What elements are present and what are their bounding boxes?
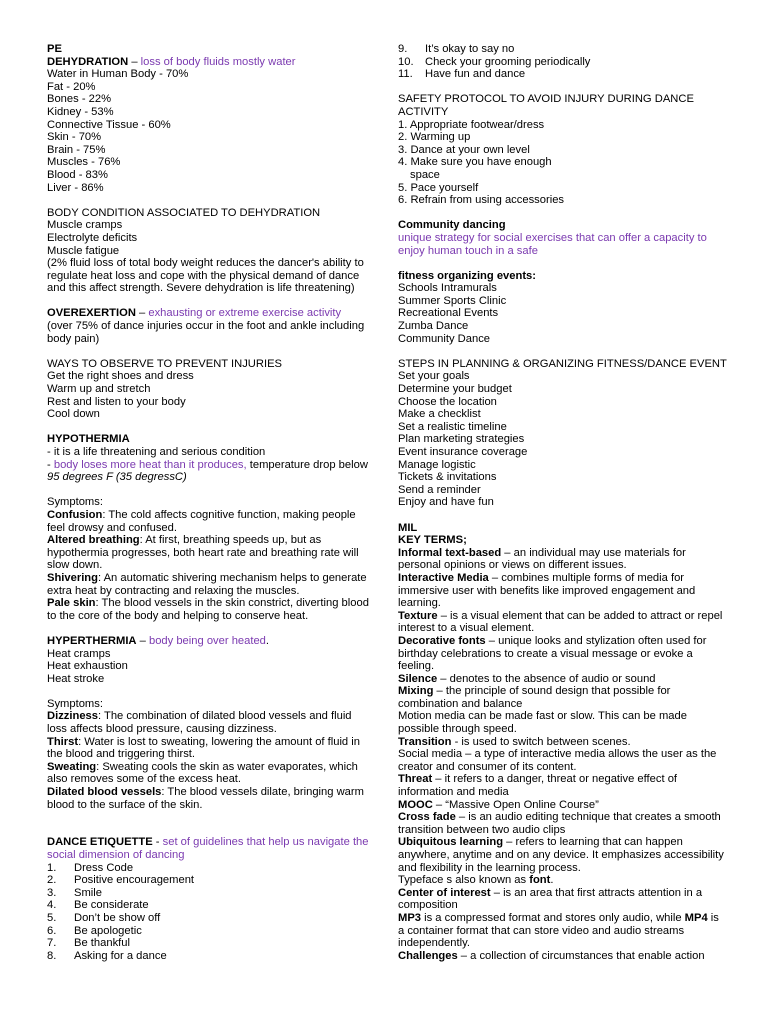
term-item: Center of interest – is an area that first attracts attention in a composition [398,886,703,912]
list-item: Rest and listen to your body [47,395,186,408]
list-item: Zumba Dance [398,320,469,333]
list-item: Cool down [47,408,100,421]
list-item: Warm up and stretch [47,383,151,396]
term-item: Motion media can be made fast or slow. This can be made possible through speed. [398,710,687,736]
list-item: Determine your budget [398,383,512,396]
list-item: 3. Smile [47,886,102,899]
term-item: Texture – is a visual element that can be added to attract or repel interest to a visual element. [398,609,723,635]
list-item: Event insurance coverage [398,446,528,458]
overexertion-note: (over 75% of dance injuries occur in the foot and ankle including body pain) [47,320,365,345]
list-item: Set a realistic timeline [398,420,507,433]
list-item: 9. It’s okay to say no [398,43,515,55]
etiquette-definition: DANCE ETIQUETTE - set of guidelines that help us navigate the social dimension of dancing [47,836,369,861]
list-item: Liver - 86% [47,181,104,194]
list-item: Heat exhaustion [47,660,128,673]
list-item: Get the right shoes and dress [47,370,194,383]
hypothermia-heading: HYPOTHERMIA [47,433,130,446]
list-item: 10. Check your grooming periodically [398,55,591,68]
list-item: Fat - 20% [47,80,96,93]
list-item: Summer Sports Clinic [398,294,507,307]
list-item: Send a reminder [398,483,481,496]
list-item: 7. Be thankful [47,937,130,950]
typeface-line: Typeface s also known as font. [398,874,554,887]
list-item: 6. Refrain from using accessories [398,194,565,207]
community-definition: unique strategy for social exercises that can offer a capacity to enjoy human touch in a safe [398,231,707,257]
term-item: Social media – a type of interactive media allows the user as the creator and consumer of its content. [398,748,717,773]
list-item: 8. Asking for a dance [47,949,167,962]
list-item: Enjoy and have fun [398,496,494,509]
term-item: Interactive Media – combines multiple forms of media for immersive user with benefits like improved engagement and learning. [398,571,696,610]
list-item: Set your goals [398,370,470,383]
body-condition-heading: BODY CONDITION ASSOCIATED TO DEHYDRATION [47,206,321,219]
mil-title: MIL [398,521,418,534]
list-item: Make a checklist [398,408,481,421]
right-column [398,43,728,962]
list-item: 2. Positive encouragement [47,874,195,887]
safety-heading: SAFETY PROTOCOL TO AVOID INJURY DURING DANCE ACTIVITY [398,93,694,118]
list-item: Water in Human Body - 70% [47,68,189,81]
list-item: Skin - 70% [47,131,102,144]
term-item: Ubiquitous learning – refers to learning that can happen anywhere, anytime and on any device. It emphasizes accessibility and flexibility in the learning process. [398,836,724,874]
community-heading: Community dancing [398,219,506,232]
list-item: 5. Pace yourself [398,181,479,194]
hyperthermia-definition: HYPERTHERMIA – body being over heated. [47,634,270,647]
list-item: Schools Intramurals [398,282,497,295]
term-item: Challenges – a collection of circumstances that enable action [398,949,705,962]
symptom-item: Confusion: The cold affects cognitive function, making people feel drowsy and confused. [47,508,356,534]
list-item: Electrolyte deficits [47,231,138,244]
symptom-item: Altered breathing: At first, breathing speeds up, but as hypothermia progresses, both heart rate and breathing rate will slow down. [47,534,359,572]
list-item: Blood - 83% [47,168,108,181]
symptoms-label: Symptoms: [47,697,103,710]
water-list [47,68,369,194]
list-item: 1. Appropriate footwear/dress [398,118,545,131]
term-item: Transition - is used to switch between scenes. [398,735,631,748]
list-item: Muscles - 76% [47,156,121,169]
list-item: 5. Don’t be show off [47,911,161,924]
list-item: Muscle fatigue [47,244,120,257]
steps-heading: STEPS IN PLANNING & ORGANIZING FITNESS/DANCE EVENT [398,357,727,370]
term-item: Mixing – the principle of sound design that possible for combination and balance [398,685,671,710]
list-item: 4. Be considerate [47,899,149,912]
symptoms-label: Symptoms: [47,496,103,509]
list-item: space [410,168,440,181]
term-item: MP3 is a compressed format and stores only audio, while MP4 is a container format that can store video and audio streams independently. [398,911,719,950]
list-item: 3. Dance at your own level [398,143,530,156]
left-column [47,43,369,962]
ways-heading: WAYS TO OBSERVE TO PREVENT INJURIES [47,357,283,370]
term-item: Cross fade – is an audio editing technique that creates a smooth transition between two audio clips [398,811,721,836]
list-item: Plan marketing strategies [398,433,525,446]
list-item: Recreational Events [398,307,499,320]
body-condition-note: (2% fluid loss of total body weight reduces the dancer's ability to regulate heat loss and cope with the physical demand of dance and this affect strength. Severe dehydration is life threatening) [47,257,364,295]
hypothermia-line: - body loses more heat than it produces, temperature drop below 95 degrees F (35 degressC) [47,458,368,484]
list-item: Manage logistic [398,458,476,471]
term-item: Silence – denotes to the absence of audio or sound [398,672,656,685]
list-item: 1. Dress Code [47,861,134,874]
list-item: Community Dance [398,332,491,345]
term-item: Decorative fonts – unique looks and stylization often used for birthday celebrations to create a visual message or evoke a feeling. [398,634,707,673]
list-item: Bones - 22% [47,93,112,106]
list-item: 2. Warming up [398,131,471,144]
list-item: 11. Have fun and dance [398,68,526,81]
list-item: Choose the location [398,395,497,408]
dehydration-definition: DEHYDRATION – loss of body fluids mostly water [47,55,296,68]
overexertion-definition: OVEREXERTION – exhausting or extreme exercise activity [47,307,342,320]
symptom-item: Dilated blood vessels: The blood vessels dilate, bringing warm blood to the surface of the skin. [47,786,364,811]
list-item: Heat stroke [47,672,105,685]
symptom-item: Thirst: Water is lost to sweating, lowering the amount of fluid in the blood and triggering thirst. [47,735,360,761]
symptom-item: Pale skin: The blood vessels in the skin constrict, diverting blood to the core of the body and helping to conserve heat. [47,597,369,622]
list-item: Muscle cramps [47,219,123,232]
list-item: Kidney - 53% [47,105,114,118]
list-item: Brain - 75% [47,143,106,156]
symptom-item: Shivering: An automatic shivering mechanism helps to generate extra heat by contracting and relaxing the muscles. [47,571,367,597]
symptom-item: Dizziness: The combination of dilated blood vessels and fluid loss affects blood pressure, causing dizziness. [47,710,352,736]
hypothermia-line: - it is a life threatening and serious condition [47,446,266,458]
list-item: Tickets & invitations [398,471,497,484]
list-item: Heat cramps [47,647,111,660]
term-item: Threat – it refers to a danger, threat or negative effect of information and media [398,773,678,799]
list-item: Connective Tissue - 60% [47,118,171,131]
term-item: MOOC – “Massive Open Online Course” [398,798,599,811]
symptom-item: Sweating: Sweating cools the skin as water evaporates, which also removes some of the excess heat. [47,760,358,786]
key-terms-heading: KEY TERMS; [398,534,467,547]
pe-title: PE [47,43,62,55]
term-item: Informal text-based – an individual may use materials for personal opinions or views on different issues. [398,546,686,572]
list-item: 4. Make sure you have enough [398,156,552,169]
list-item: 6. Be apologetic [47,924,142,937]
fitness-heading: fitness organizing events: [398,269,537,282]
